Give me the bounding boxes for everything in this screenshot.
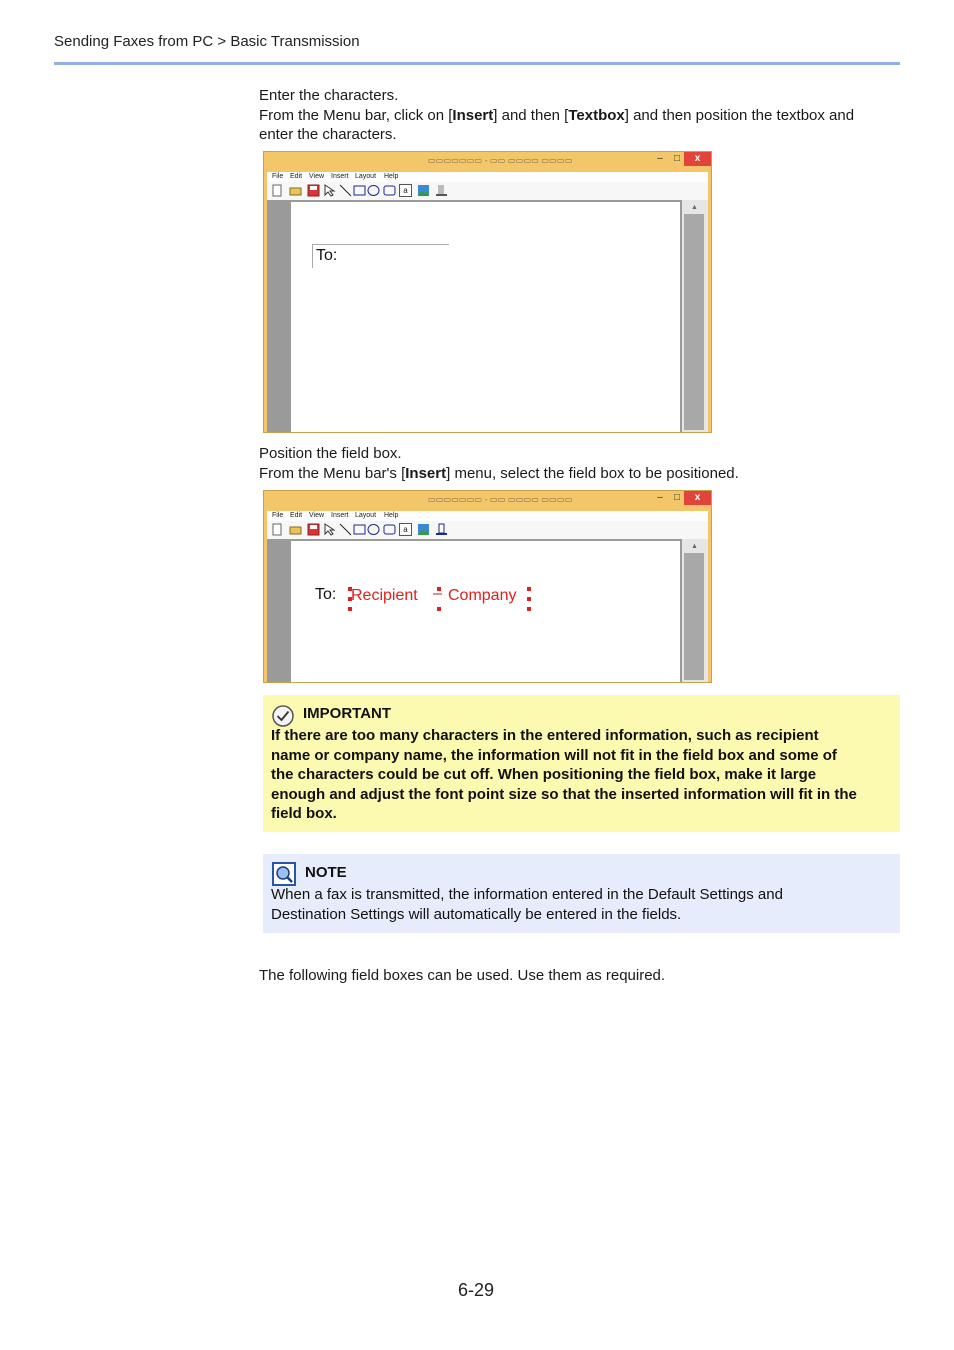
- important-callout: [263, 695, 900, 832]
- new-icon[interactable]: [271, 184, 284, 197]
- scroll-thumb[interactable]: [684, 214, 704, 430]
- menu-insert[interactable]: Insert: [331, 173, 349, 180]
- step1-instructions: [259, 86, 854, 145]
- minimize-button[interactable]: –: [657, 153, 663, 164]
- menu-help[interactable]: Help: [384, 512, 399, 519]
- close-button[interactable]: x: [684, 491, 711, 505]
- company-field-box[interactable]: Company: [448, 587, 517, 604]
- cover-page[interactable]: [291, 541, 680, 682]
- menu-layout[interactable]: Layout: [355, 512, 377, 519]
- rounded-rect-tool-icon[interactable]: [383, 523, 396, 536]
- page-number: 6-29: [458, 1280, 495, 1300]
- field-resize-handle[interactable]: [437, 607, 441, 611]
- menu-file[interactable]: File: [272, 512, 284, 519]
- toolbar: [267, 521, 708, 540]
- vertical-scrollbar[interactable]: [682, 539, 708, 682]
- save-icon[interactable]: [307, 523, 320, 536]
- textbox-tool-icon[interactable]: a: [399, 184, 412, 197]
- vertical-scrollbar[interactable]: [682, 200, 708, 432]
- maximize-button[interactable]: □: [673, 153, 681, 164]
- field-resize-handle[interactable]: [527, 587, 531, 591]
- app-window-screenshot-2: [263, 490, 712, 683]
- rectangle-tool-icon[interactable]: [353, 184, 366, 197]
- document-canvas: [267, 539, 708, 682]
- app-window-screenshot-1: [263, 151, 712, 433]
- note-callout: [263, 854, 900, 933]
- menu-edit[interactable]: Edit: [290, 173, 303, 180]
- window-title-blurred: ▭▭▭▭▭▭▭ - ▭▭ ▭▭▭▭ ▭▭▭▭: [428, 156, 573, 165]
- image-tool-icon[interactable]: [417, 523, 430, 536]
- maximize-button[interactable]: □: [673, 492, 681, 503]
- open-icon[interactable]: [289, 523, 302, 536]
- step1-line3: enter the characters.: [259, 126, 397, 143]
- close-button[interactable]: x: [684, 152, 711, 166]
- field-tool-icon[interactable]: [435, 184, 448, 197]
- important-title: IMPORTANT: [303, 705, 392, 722]
- textbox-tool-icon[interactable]: a: [399, 523, 412, 536]
- toolbar: [267, 182, 708, 201]
- ellipse-tool-icon[interactable]: [367, 184, 380, 197]
- window-title-blurred: ▭▭▭▭▭▭▭ - ▭▭ ▭▭▭▭ ▭▭▭▭: [428, 495, 573, 504]
- field-tool-icon[interactable]: [435, 523, 448, 536]
- note-title: NOTE: [305, 864, 347, 881]
- window-titlebar: [264, 152, 711, 172]
- rounded-rect-tool-icon[interactable]: [383, 184, 396, 197]
- scroll-thumb[interactable]: [684, 553, 704, 680]
- field-resize-handle[interactable]: [348, 607, 352, 611]
- step2-instructions: [259, 444, 739, 483]
- to-label: To:: [315, 586, 337, 603]
- line-tool-icon[interactable]: [339, 184, 352, 197]
- header-rule: [54, 62, 900, 65]
- new-icon[interactable]: [271, 523, 284, 536]
- field-boxes-intro: The following field boxes can be used. Use them as required.: [259, 967, 666, 984]
- document-canvas: [267, 200, 708, 432]
- field-resize-handle[interactable]: [527, 597, 531, 601]
- line-tool-icon[interactable]: [339, 523, 352, 536]
- field-resize-handle[interactable]: [527, 607, 531, 611]
- menu-bar: [267, 172, 708, 182]
- menu-help[interactable]: Help: [384, 173, 399, 180]
- window-titlebar: [264, 491, 711, 511]
- menu-bar: [267, 511, 708, 521]
- step2-line1: Position the field box.: [259, 445, 402, 462]
- menu-file[interactable]: File: [272, 173, 284, 180]
- menu-view[interactable]: View: [309, 173, 325, 180]
- menu-edit[interactable]: Edit: [290, 512, 303, 519]
- to-textbox[interactable]: To:: [312, 244, 449, 268]
- save-icon[interactable]: [307, 184, 320, 197]
- ellipse-tool-icon[interactable]: [367, 523, 380, 536]
- menu-view[interactable]: View: [309, 512, 325, 519]
- scroll-up-icon[interactable]: ▲: [691, 204, 698, 211]
- step1-line2: From the Menu bar, click on [Insert] and then [Textbox] and then position the textbox and: [259, 106, 855, 124]
- menu-layout[interactable]: Layout: [355, 173, 377, 180]
- note-body: When a fax is transmitted, the information entered in the Default Settings and Destination Settings will automatically be entered in the fields.: [271, 886, 783, 923]
- important-body: If there are too many characters in the entered information, such as recipient name or company name, the information will not fit in the field box and some of the characters could be cut off. When positioning the field box, make it large enough and adjust the font point size so that the inserted information will fit in the field box.: [271, 727, 857, 822]
- image-tool-icon[interactable]: [417, 184, 430, 197]
- rectangle-tool-icon[interactable]: [353, 523, 366, 536]
- step1-line1: Enter the characters.: [259, 87, 399, 104]
- select-pointer-icon[interactable]: [323, 523, 336, 536]
- scroll-up-icon[interactable]: ▲: [691, 543, 698, 550]
- select-pointer-icon[interactable]: [323, 184, 336, 197]
- menu-insert[interactable]: Insert: [331, 512, 349, 519]
- field-separator: –: [433, 585, 442, 602]
- step2-line2: From the Menu bar's [Insert] menu, select the field box to be positioned.: [259, 464, 739, 482]
- minimize-button[interactable]: –: [657, 492, 663, 503]
- open-icon[interactable]: [289, 184, 302, 197]
- cover-page[interactable]: [291, 202, 680, 432]
- recipient-field-box[interactable]: Recipient: [351, 587, 418, 604]
- running-header: Sending Faxes from PC > Basic Transmission: [54, 33, 360, 50]
